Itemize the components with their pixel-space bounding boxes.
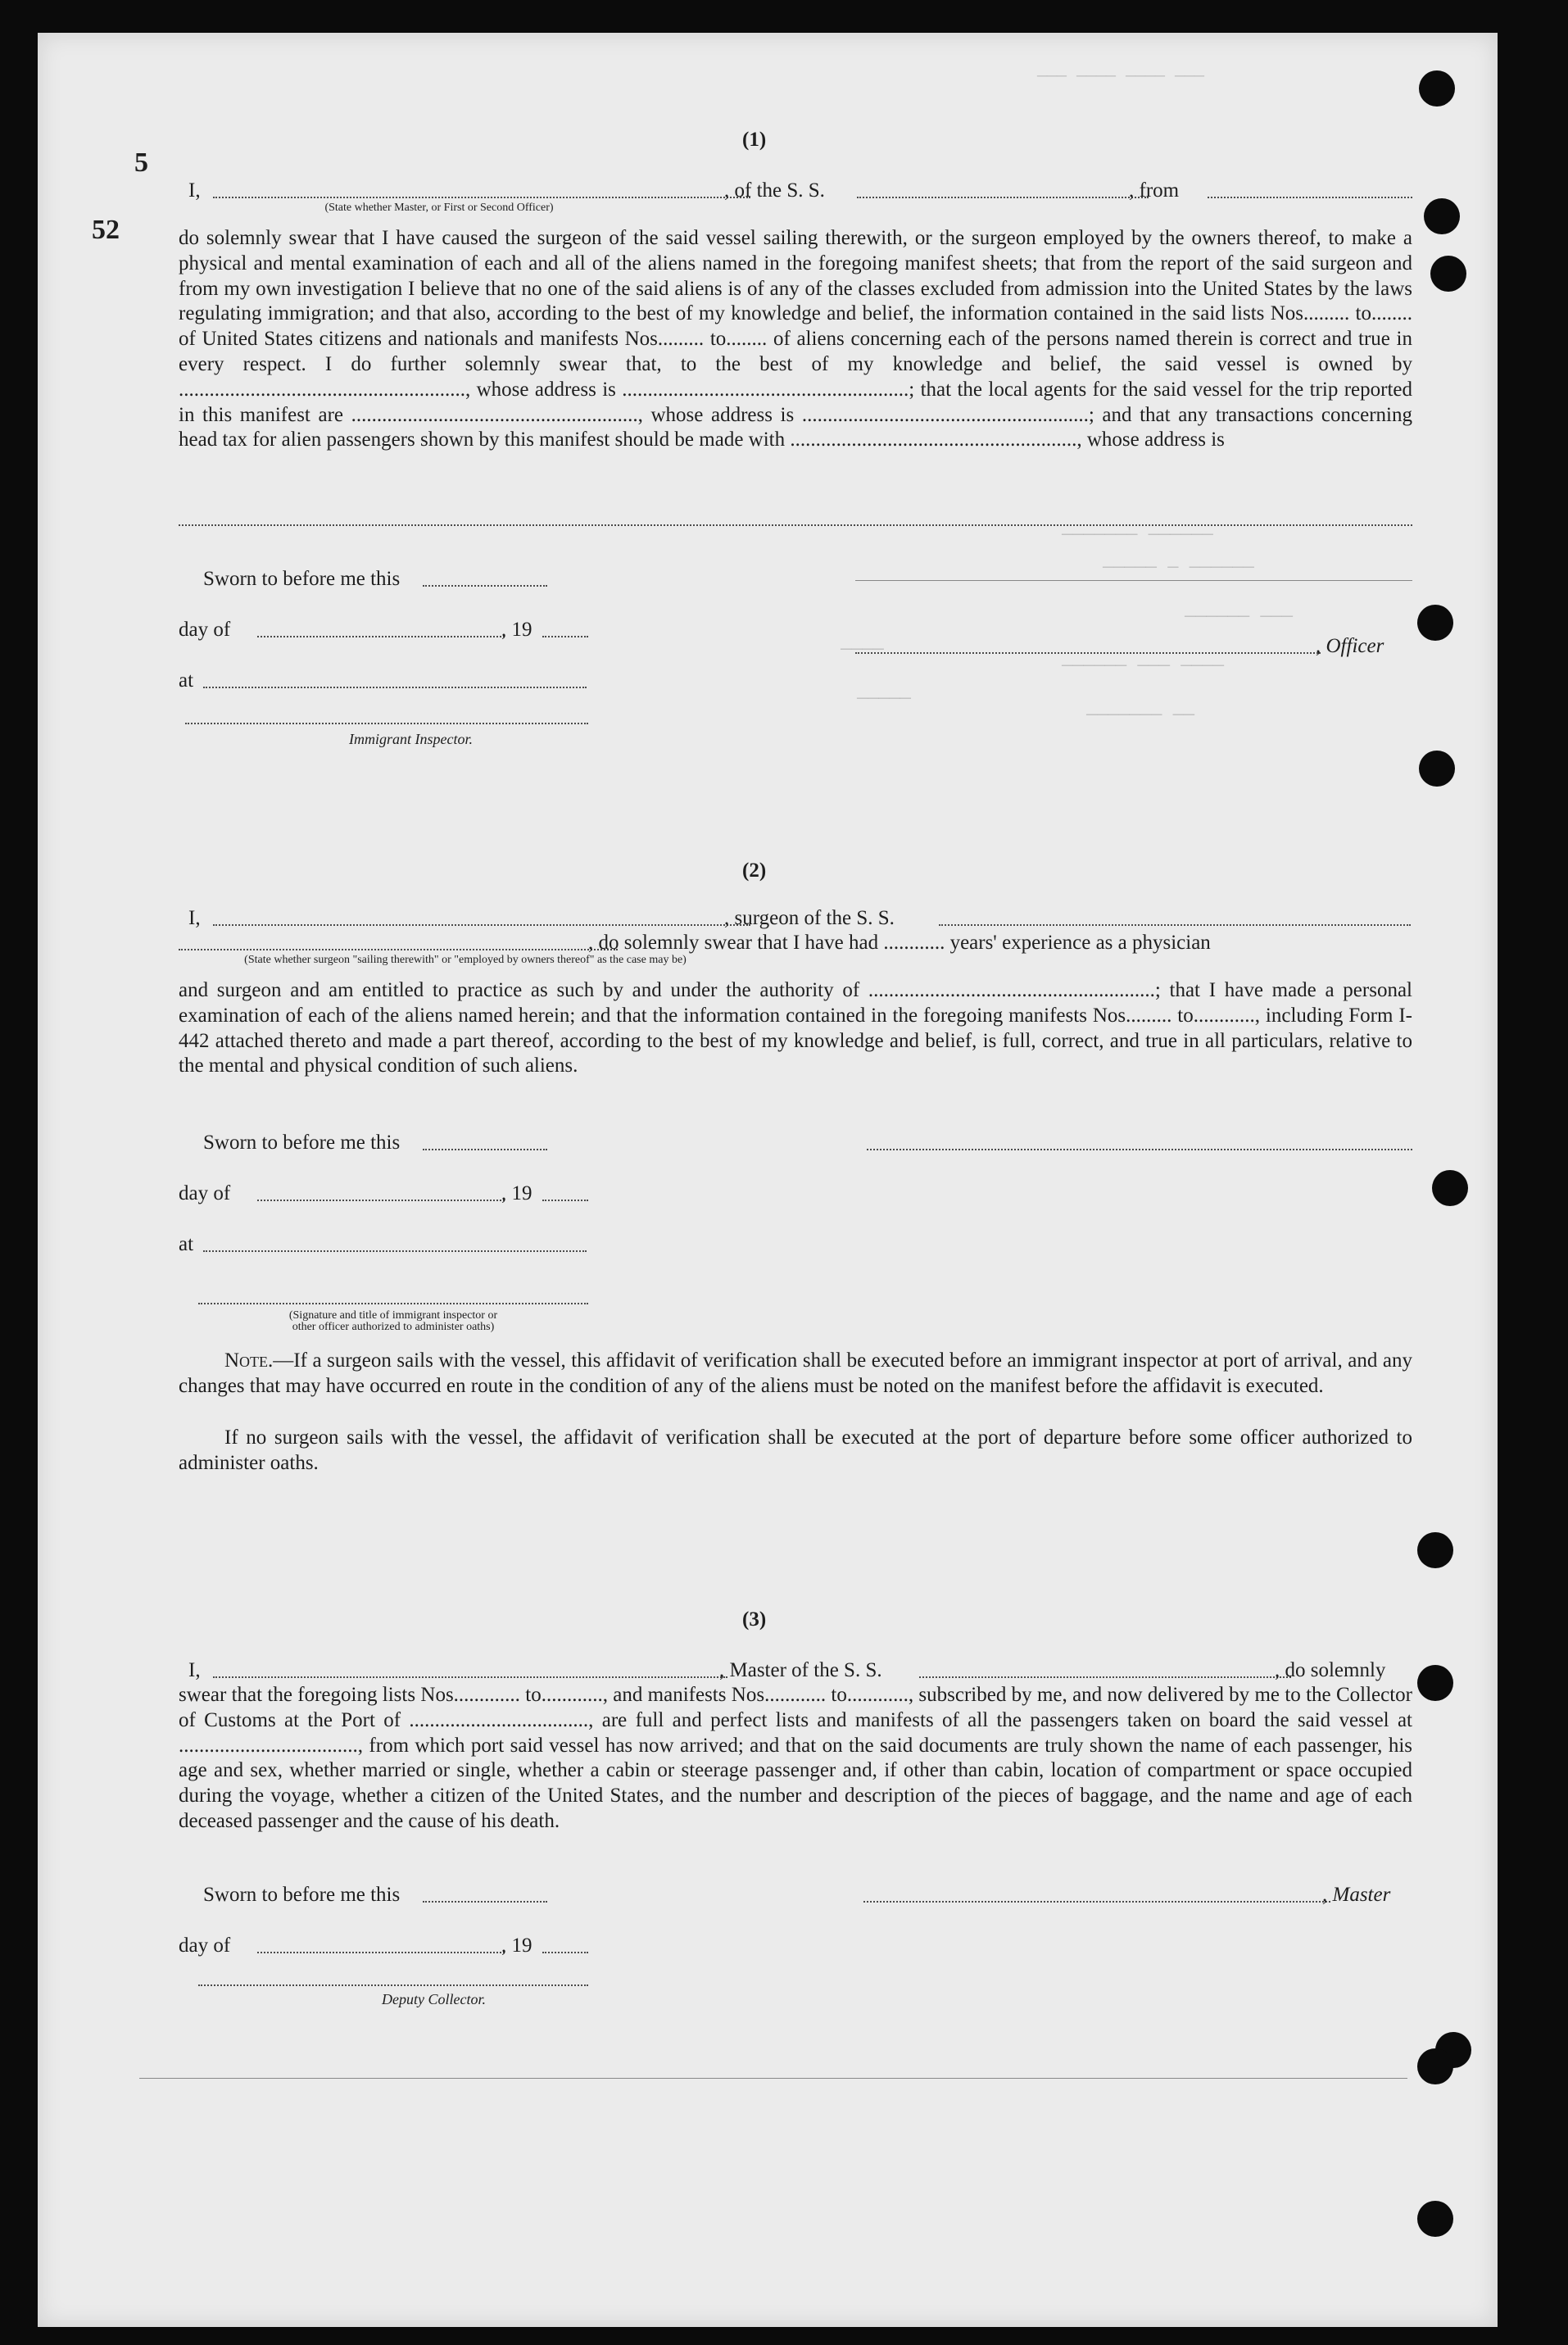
s2-year-field[interactable]	[542, 1200, 588, 1201]
s3-deputy-field[interactable]	[198, 1984, 588, 1986]
s3-body: swear that the foregoing lists Nos............. to............, and manifests Nos............ to............, subscribed by me, and now delivered by me to the Collector of Customs at the Port of ..................................., are full and perfect lists and manifests of all the passengers taken on board the said vessel at ..................................., from which port said vessel has now arrived; and that on the said documents are truly shown the name of each passenger, his age and sex, whether married or single, whether a cabin or steerage passenger and, if other than cabin, location of compartment or space occupied during the voyage, whether a citizen of the United States, and the number and description of the pieces of baggage, and the name and age of each deceased passenger and the cause of his death.	[179, 1684, 1412, 1832]
s1-at: at	[179, 669, 194, 692]
punch-hole	[1419, 70, 1455, 107]
s1-of-the-ss: , of the S. S.	[724, 179, 825, 202]
s3-year: , 19	[501, 1935, 532, 1957]
bleed-through: —————	[857, 688, 912, 709]
s1-year-field[interactable]	[542, 636, 588, 637]
s2-name-field[interactable]	[213, 924, 750, 926]
s1-inspector: Immigrant Inspector.	[349, 731, 473, 747]
bleed-through: ——————— ——————	[1062, 524, 1213, 545]
bottom-rule	[139, 2078, 1407, 2079]
s3-master-field[interactable]	[863, 1901, 1330, 1903]
s1-officer: , Officer	[1316, 635, 1384, 657]
s2-signature-line[interactable]	[867, 1149, 1412, 1150]
s3-i-label: I,	[188, 1659, 201, 1681]
section2-heading: (2)	[742, 860, 767, 882]
s2-caption: (State whether surgeon "sailing therewith" or "employed by owners thereof" as the case may be)	[244, 954, 687, 966]
bleed-through: ——— ———— ———— ———	[1037, 67, 1205, 86]
margin-mark-top: 5	[134, 147, 148, 178]
s3-deputy: Deputy Collector.	[382, 1991, 486, 2007]
s1-from-label: , from	[1129, 179, 1180, 202]
s1-ship-field[interactable]	[857, 197, 1149, 198]
s3-day-field[interactable]	[257, 1952, 505, 1953]
s2-ship-field[interactable]	[939, 924, 1411, 926]
section3-heading: (3)	[742, 1608, 767, 1631]
s1-day-field[interactable]	[257, 636, 505, 637]
s2-status-field[interactable]	[179, 949, 618, 950]
punch-hole	[1417, 605, 1453, 641]
s2-note-2: If no surgeon sails with the vessel, the affidavit of verification shall be executed at the port of departure before some officer authorized to administer oaths.	[179, 1427, 1412, 1474]
note-label: Note.	[224, 1349, 274, 1372]
note-text: —If a surgeon sails with the vessel, this affidavit of verification shall be executed before an immigrant inspector at port of arrival, and any changes that may have occurred en route in the condition of any of the aliens must be noted on the manifest before the affidavit is executed.	[179, 1349, 1412, 1397]
s1-from-field[interactable]	[1208, 197, 1412, 198]
s2-sworn: Sworn to before me this	[203, 1132, 401, 1154]
margin-mark-left: 52	[92, 215, 120, 245]
s1-address-field[interactable]	[179, 524, 1412, 526]
s1-sworn-field[interactable]	[423, 585, 547, 587]
s3-sworn-field[interactable]	[423, 1901, 547, 1903]
s1-at-field[interactable]	[203, 687, 587, 688]
s1-year: , 19	[501, 619, 532, 641]
s2-day-of: day of	[179, 1182, 231, 1204]
section1-heading: (1)	[742, 129, 767, 151]
form-page	[38, 33, 1498, 2327]
s2-at: at	[179, 1233, 194, 1255]
s3-do-solemnly: , do solemnly	[1275, 1659, 1386, 1681]
s3-master: , Master	[1322, 1884, 1391, 1906]
s1-inspector-field[interactable]	[185, 723, 588, 724]
bleed-through: —————— ——— ————	[1062, 655, 1225, 676]
punch-hole	[1424, 198, 1460, 234]
s2-sworn-field[interactable]	[423, 1149, 547, 1150]
s3-day-of: day of	[179, 1935, 231, 1957]
punch-hole	[1430, 256, 1466, 292]
s2-body: and surgeon and am entitled to practice as such by and under the authority of ........................................................; that I have made a personal examination of each of the aliens named herein; and that the information contained in the foregoing manifests Nos......... to............, including Form I-442 attached thereto and made a part thereof, according to the best of my knowledge and belief, is full, correct, and true in all particulars, relative to the mental and physical condition of such aliens.	[179, 979, 1412, 1077]
s2-i-label: I,	[188, 907, 201, 929]
s2-inspector-field[interactable]	[198, 1303, 588, 1304]
punch-hole	[1417, 1532, 1453, 1568]
s1-name-field[interactable]	[213, 197, 750, 198]
s1-i-label: I,	[188, 179, 201, 202]
s2-day-field[interactable]	[257, 1200, 505, 1201]
bleed-through: ————	[841, 639, 884, 660]
punch-hole	[1417, 1665, 1453, 1701]
s1-day-of: day of	[179, 619, 231, 641]
bleed-through: ——————— ——	[1086, 705, 1195, 725]
punch-hole	[1417, 2201, 1453, 2237]
s2-year: , 19	[501, 1182, 532, 1204]
punch-hole	[1432, 1170, 1468, 1206]
s2-swear: , do solemnly swear that I have had ............ years' experience as a physician	[588, 932, 1211, 954]
punch-hole	[1417, 2048, 1453, 2084]
bleed-through: ————— — ——————	[1103, 557, 1254, 578]
s2-at-field[interactable]	[203, 1250, 587, 1252]
bleed-through: —————— ———	[1185, 606, 1294, 627]
s3-sworn: Sworn to before me this	[203, 1884, 401, 1906]
s1-signature-line[interactable]	[855, 580, 1412, 581]
s3-ship-field[interactable]	[919, 1676, 1291, 1678]
s3-name-field[interactable]	[213, 1676, 727, 1678]
s1-sworn: Sworn to before me this	[203, 568, 401, 590]
s1-caption: (State whether Master, or First or Second Officer)	[324, 202, 554, 214]
s3-year-field[interactable]	[542, 1952, 588, 1953]
punch-hole	[1419, 751, 1455, 787]
s2-note-1	[179, 1349, 1412, 1399]
s1-body: do solemnly swear that I have caused the surgeon of the said vessel sailing therewith, or the surgeon employed by the owners thereof, to make a physical and mental examination of each and all of the aliens named in the foregoing manifest sheets; that from the report of the said surgeon and from my own investigation I believe that no one of the said aliens is of any of the classes excluded from admission into the United States by the laws regulating immigration; and that also, according to the best of my knowledge and belief, the information contained in the said lists Nos......... to........ of United States citizens and nationals and manifests Nos......... to........ of aliens concerning each of the persons named therein is correct and true in every respect. I do further solemnly swear that, to the best of my knowledge and belief, the said vessel is owned by ........................................................, whose address is ........................................................; that the local agents for the said vessel for the trip reported in this manifest are ........................................................, whose address is ........................................................; and that any transactions concerning head tax for alien passengers shown by this manifest should be made with ........................................................, whose address is	[179, 227, 1412, 451]
s1-officer-field[interactable]	[855, 652, 1321, 654]
s3-master-of: , Master of the S. S.	[719, 1659, 882, 1681]
s2-sig-caption-2: other officer authorized to administer oaths)	[292, 1321, 495, 1333]
s2-surgeon-of: , surgeon of the S. S.	[724, 907, 895, 929]
s2-sig-caption-1: (Signature and title of immigrant inspector or	[288, 1309, 498, 1322]
